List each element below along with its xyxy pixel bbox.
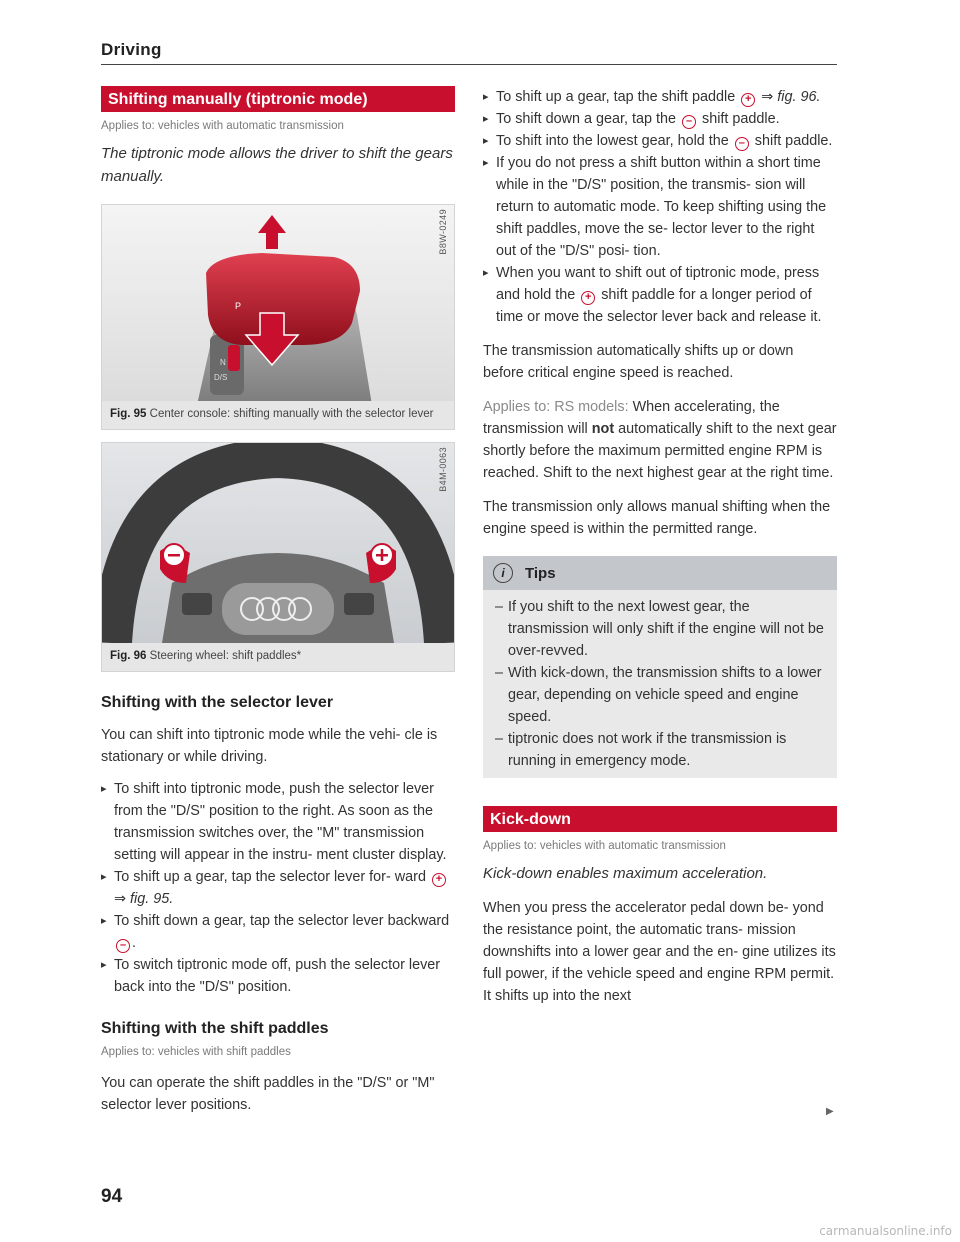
bullet-text: shift paddle. [754, 133, 833, 149]
figure-label: Fig. 95 [110, 408, 147, 420]
tips-body [483, 590, 837, 778]
minus-circle-icon: – [116, 939, 130, 953]
plus-circle-icon: + [581, 291, 595, 305]
left-column [101, 86, 455, 1116]
bullet-item: ▸ To switch tiptronic mode off, push the selector lever back into the "D/S" position. [101, 954, 455, 998]
svg-text:N: N [220, 358, 226, 367]
tip-item: – With kick-down, the transmission shifts to a lower gear, depending on vehicle speed and engine speed. [495, 662, 827, 728]
kick-down-intro: Kick-down enables maximum acceleration. [483, 865, 768, 882]
kick-down-title-bar: Kick-down [483, 806, 837, 832]
bullet-text: To shift up a gear, tap the shift paddle [496, 89, 736, 105]
figure-caption [102, 401, 454, 429]
selector-lever-illustration [102, 205, 454, 401]
bullet-text: shift paddle. [702, 111, 780, 127]
bullet-item: ▸ To shift down a gear, tap the selector lever backward – . [101, 910, 455, 954]
bullet-text: To shift down a gear, tap the [496, 111, 677, 127]
figure-caption [102, 643, 454, 671]
steering-wheel-drawing [102, 443, 454, 643]
plus-circle-icon: + [741, 93, 755, 107]
figure-96 [101, 442, 455, 672]
kick-down-paragraph: When you press the accelerator pedal down be- yond the resistance point, the automatic trans- mission downshifts into a lower gear and the en- gine utilizes its full power, if the vehicle speed and engine RPM permit. It shifts up into the next [483, 900, 836, 1004]
bullet-text: When you want to shift out of tiptronic mode, press and hold the [496, 265, 820, 303]
minus-circle-icon: – [682, 115, 696, 129]
plus-circle-icon: + [432, 873, 446, 887]
minus-circle-icon: – [735, 137, 749, 151]
selector-lever-drawing [102, 205, 454, 401]
tip-item: – If you shift to the next lowest gear, the transmission will only shift if the engine will not be over-revved. [495, 596, 827, 662]
info-icon: i [493, 563, 513, 583]
bullet-item [483, 262, 837, 328]
bullet-item [483, 86, 837, 108]
svg-text:P: P [235, 301, 242, 311]
bullet-text: To shift up a gear, tap the selector lever for- ward [114, 869, 426, 885]
figure-code: B4M-0063 [438, 447, 448, 492]
continue-arrow-icon: ▶ [826, 1106, 834, 1117]
bullet-item [101, 866, 455, 910]
bullet-item: ▸ To shift into tiptronic mode, push the selector lever from the "D/S" position to the right. As soon as the transmission switches over, the "M" transmission setting will appear in the instru- ment cluster display. [101, 778, 455, 866]
page-number: 94 [101, 1186, 123, 1207]
tips-header [483, 556, 837, 590]
bullet-item [483, 130, 837, 152]
tip-item: – tiptronic does not work if the transmission is running in emergency mode. [495, 728, 827, 772]
bullet-item [483, 108, 837, 130]
figure-caption-text: Steering wheel: shift paddles* [149, 650, 302, 662]
bullet-text: shift paddle for a longer period of time or move the selector lever back and release it. [496, 287, 822, 325]
right-column [483, 86, 837, 1007]
header-rule [101, 64, 837, 65]
paddles-heading: Shifting with the shift paddles [101, 1020, 329, 1037]
figure-code: B8W-0249 [438, 209, 448, 255]
selector-bullets [101, 778, 455, 998]
rs-text: automatically shift to the next gear shortly before the maximum permitted engine RPM is reached. Shift to the next highest gear at the right time. [483, 421, 837, 481]
rs-applies-label: Applies to: RS models: [483, 399, 629, 415]
figure-caption-text: Center console: shifting manually with the selector lever [149, 408, 434, 420]
figure-ref-link[interactable]: ⇒ fig. 95. [114, 891, 174, 907]
section-header: Driving [101, 40, 162, 59]
tips-box [483, 556, 837, 778]
figure-ref-link[interactable]: ⇒ fig. 96. [761, 89, 821, 105]
svg-text:D/S: D/S [214, 373, 228, 382]
paddle-bullets [483, 86, 837, 328]
selector-heading: Shifting with the selector lever [101, 694, 334, 711]
watermark: carmanualsonline.info [819, 1224, 952, 1238]
bullet-text: To shift into the lowest gear, hold the [496, 133, 729, 149]
applies-to: Applies to: vehicles with shift paddles [101, 1046, 291, 1058]
transmission-paragraph: The transmission automatically shifts up or down before critical engine speed is reached. [483, 343, 794, 381]
applies-to: Applies to: vehicles with automatic transmission [483, 840, 726, 852]
paddles-paragraph: You can operate the shift paddles in the "D/S" or "M" selector lever positions. [101, 1075, 435, 1113]
applies-to: Applies to: vehicles with automatic transmission [101, 120, 344, 132]
rs-emphasis: not [591, 421, 615, 437]
intro-text: The tiptronic mode allows the driver to shift the gears manually. [101, 145, 453, 185]
rs-paragraph [483, 396, 837, 484]
steering-wheel-illustration [102, 443, 454, 643]
tips-title: Tips [525, 564, 556, 582]
figure-label: Fig. 96 [110, 650, 147, 662]
manual-range-paragraph: The transmission only allows manual shifting when the engine speed is within the permitted range. [483, 499, 831, 537]
section-title-bar: Shifting manually (tiptronic mode) [101, 86, 455, 112]
bullet-text: To shift down a gear, tap the selector lever backward [114, 913, 450, 929]
selector-paragraph: You can shift into tiptronic mode while the vehi- cle is stationary or while driving. [101, 727, 438, 765]
bullet-item: ▸ If you do not press a shift button within a short time while in the "D/S" position, the transmis- sion will return to automatic mode. To keep shifting using the shift paddles, move the se- lector lever to the right out of the "D/S" posi- tion. [483, 152, 837, 262]
rs-text: When accelerating, the transmission will [483, 399, 780, 437]
figure-95 [101, 204, 455, 430]
